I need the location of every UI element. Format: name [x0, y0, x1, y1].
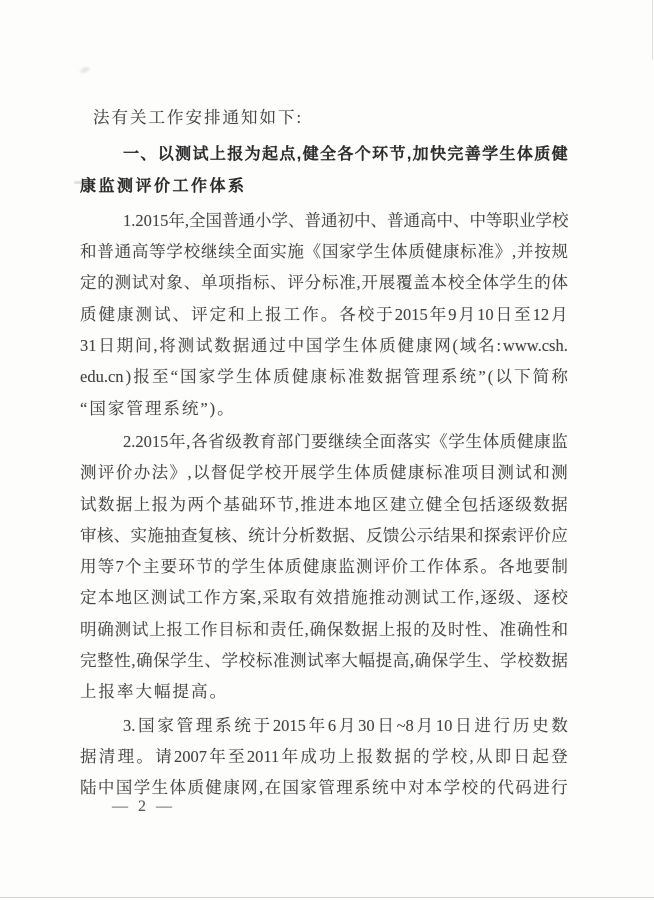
- page-number: — 2 —: [112, 798, 175, 815]
- text-line-18: 完 整 性 , 确 保 学 生 、 学 校 标 准 测 试 率 大 幅 提 高 , 确 保 学 生 、 学 校 数 据: [80, 651, 568, 671]
- scan-artifact-edge: [652, 0, 653, 60]
- text-line-5: 和 普 通 高 等 学 校 继 续 全 面 实 施 《 国 家 学 生 体 质 健 康 标 准 》 , 并 按 规: [80, 242, 568, 262]
- heading-line-3: 康监测评价工作体系: [80, 177, 247, 195]
- scan-artifact-smudge: [77, 64, 93, 76]
- text-line-20: 3. 国 家 管 理 系 统 于 2015 年 6 月 30 日 ~8 月 10 日 进 行 历 史 数: [123, 715, 568, 735]
- text-line-14: 审 核 、 实 施 抽 查 复 核 、 统 计 分 析 数 据 、 反 馈 公 示 结 果 和 探 索 评 价 应: [80, 525, 568, 545]
- text-line-16: 定 本 地 区 测 试 工 作 方 案 , 采 取 有 效 措 施 推 动 测 试 工 作 , 逐 级 、 逐 校: [80, 588, 568, 608]
- text-line-15: 用 等 7 个 主 要 环 节 的 学 生 体 质 健 康 监 测 评 价 工 作 体 系 。 各 地 要 制: [80, 557, 568, 577]
- text-line-7: 质 健 康 测 试 、 评 定 和 上 报 工 作 。 各 校 于 2015 年 9 月 10 日 至 12 月: [80, 304, 568, 324]
- text-line-9: edu.cn ) 报 至 “ 国 家 学 生 体 质 健 康 标 准 数 据 管 理 系 统 ” ( 以 下 简 称: [80, 367, 568, 387]
- text-line-11: 2.2015 年 , 各 省 级 教 育 部 门 要 继 续 全 面 落 实 《 学 生 体 质 健 康 监: [123, 431, 568, 451]
- text-line-4: 1.2015 年 , 全 国 普 通 小 学 、 普 通 初 中 、 普 通 高 中 、 中 等 职 业 学 校: [123, 210, 569, 230]
- text-line-6: 定 的 测 试 对 象 、 单 项 指 标 、 评 分 标 准 , 开 展 覆 盖 本 校 全 体 学 生 的 体: [80, 273, 568, 293]
- scan-artifact-bottom-edge: [0, 897, 654, 898]
- text-line-17: 明 确 测 试 上 报 工 作 目 标 和 责 任 , 确 保 数 据 上 报 的 及 时 性 、 准 确 性 和: [80, 619, 568, 639]
- text-line-22: 陆 中 国 学 生 体 质 健 康 网 , 在 国 家 管 理 系 统 中 对 本 学 校 的 代 码 进 行: [80, 778, 568, 798]
- text-line-13: 试 数 据 上 报 为 两 个 基 础 环 节 , 推 进 本 地 区 建 立 健 全 包 括 逐 级 数 据: [80, 494, 568, 514]
- text-line-1: 法有关工作安排通知如下:: [93, 108, 304, 127]
- text-line-8: 31 日 期 间 , 将 测 试 数 据 通 过 中 国 学 生 体 质 健 康 网 ( 域 名 : www.csh.: [80, 336, 568, 356]
- text-line-12: 测 评 价 办 法 》 , 以 督 促 学 校 开 展 学 生 体 质 健 康 标 准 项 目 测 试 和 测: [80, 463, 568, 483]
- heading-line-2: 一 、 以 测 试 上 报 为 起 点 , 健 全 各 个 环 节 , 加 快 完 善 学 生 体 质 健: [123, 146, 568, 164]
- text-line-19: 上报率大幅提高。: [80, 682, 228, 702]
- text-line-10: “国家管理系统”)。: [80, 398, 236, 418]
- text-line-21: 据 清 理 。 请 2007 年 至 2011 年 成 功 上 报 数 据 的 学 校 , 从 即 日 起 登: [80, 746, 568, 766]
- document-body: [80, 102, 568, 804]
